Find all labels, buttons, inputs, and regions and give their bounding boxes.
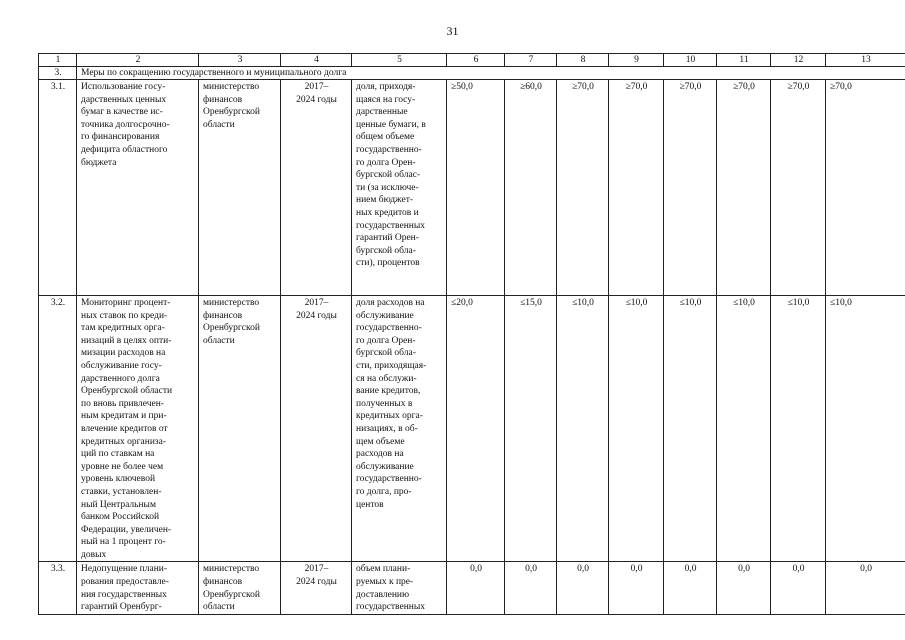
section-row [39,67,905,80]
column-header: 1 [39,54,77,67]
column-header: 6 [447,54,505,67]
measure-cell: Недопущение плани- рования предоставле- ния государственных гарантий Оренбург- [77,562,199,614]
value-cell: ≤10,0 [826,296,905,562]
column-header: 9 [609,54,664,67]
section-title: Меры по сокращению государственного и муниципального долга [77,67,905,80]
column-header: 13 [826,54,905,67]
value-cell: 0,0 [557,562,609,614]
executor-cell: министерство финансов Оренбургской области [199,80,281,296]
value-cell: ≥70,0 [609,80,664,296]
period-cell: 2017– 2024 годы [281,80,352,296]
column-header: 2 [77,54,199,67]
column-header: 10 [664,54,717,67]
indicator-cell: доля, приходя- щаяся на госу- дарственные ценные бумаги, в общем объеме государственно- го долга Орен- бургской облас- ти (за исключе- нием бюджет- ных кредитов и государственных гарантий Орен- бургской обла- сти), процентов [352,80,447,296]
value-cell: 0,0 [771,562,826,614]
value-cell: 0,0 [609,562,664,614]
column-header: 11 [717,54,771,67]
value-cell: ≥70,0 [771,80,826,296]
value-cell: ≥70,0 [717,80,771,296]
measure-cell: Мониторинг процент- ных ставок по креди- там кредитных орга- низаций в целях опти- мизации расходов на обслуживание госу- дарственного долга Оренбургской области по вновь привлечен- ным кредитам и при- влечение кредитов от кредитных организа- ций по ставкам на уровне не более чем уровень ключевой ставки, установлен- ный Центральным банком Российской Федерации, увеличен- ный на 1 процент го- довых [77,296,199,562]
row-number: 3.1. [39,80,77,296]
table-row [39,296,905,562]
value-cell: ≥70,0 [826,80,905,296]
value-cell: 0,0 [505,562,557,614]
value-cell: 0,0 [717,562,771,614]
table-row [39,80,905,296]
value-cell: ≤10,0 [717,296,771,562]
value-cell: ≤10,0 [557,296,609,562]
value-cell: ≥70,0 [664,80,717,296]
period-cell: 2017– 2024 годы [281,562,352,614]
column-header: 12 [771,54,826,67]
row-number: 3.3. [39,562,77,614]
column-number-header-row [39,54,905,67]
value-cell: ≤10,0 [609,296,664,562]
row-number: 3.2. [39,296,77,562]
column-header: 3 [199,54,281,67]
value-cell: 0,0 [447,562,505,614]
value-cell: ≤20,0 [447,296,505,562]
indicator-cell: объем плани- руемых к пре- доставлению государственных [352,562,447,614]
value-cell: 0,0 [664,562,717,614]
value-cell: ≥70,0 [557,80,609,296]
column-header: 4 [281,54,352,67]
period-cell: 2017– 2024 годы [281,296,352,562]
section-number: 3. [39,67,77,80]
value-cell: 0,0 [826,562,905,614]
value-cell: ≥50,0 [447,80,505,296]
page-number: 31 [446,24,459,38]
value-cell: ≤10,0 [771,296,826,562]
executor-cell: министерство финансов Оренбургской области [199,562,281,614]
column-header: 5 [352,54,447,67]
value-cell: ≤10,0 [664,296,717,562]
column-header: 7 [505,54,557,67]
measures-table [38,53,905,615]
executor-cell: министерство финансов Оренбургской области [199,296,281,562]
column-header: 8 [557,54,609,67]
value-cell: ≤15,0 [505,296,557,562]
indicator-cell: доля расходов на обслуживание государственно- го долга Орен- бургской обла- сти, приходящая- ся на обслужи- вание кредитов, полученных в кредитных орга- низациях, в об- щем объеме расходов на обслуживание государственно- го долга, про- центов [352,296,447,562]
value-cell: ≥60,0 [505,80,557,296]
table-row [39,562,905,614]
measure-cell: Использование госу- дарственных ценных бумаг в качестве ис- точника долгосрочно- го финансирования дефицита областного бюджета [77,80,199,296]
